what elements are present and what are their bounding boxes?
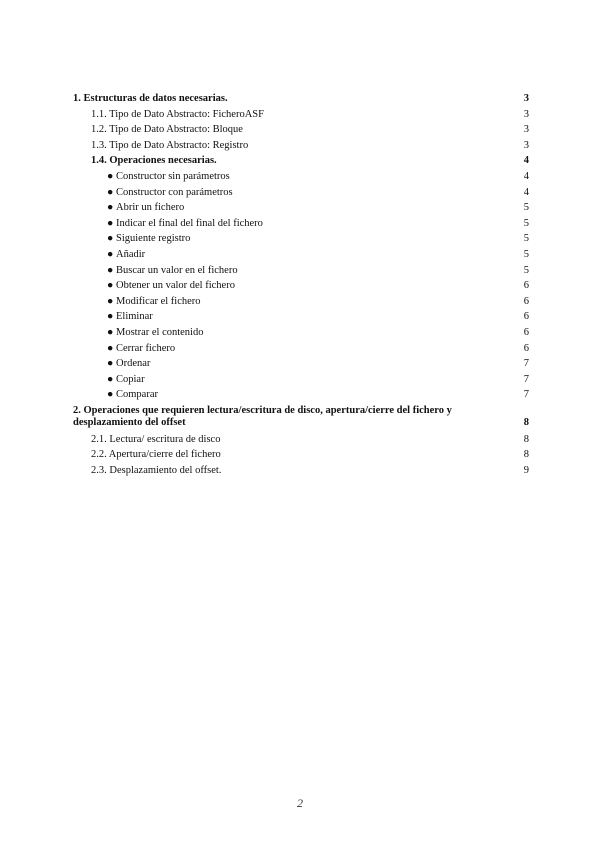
toc-entry-1-3[interactable] bbox=[73, 138, 529, 154]
bullet-icon: ● bbox=[107, 264, 114, 276]
toc-entry-op[interactable] bbox=[73, 387, 529, 403]
toc-entry-text bbox=[107, 294, 511, 310]
toc-entry-text bbox=[107, 309, 511, 325]
toc-entry-label: 1. Estructuras de datos necesarias. bbox=[73, 93, 228, 104]
toc-entry-op[interactable] bbox=[73, 372, 529, 388]
toc-entry-page: 3 bbox=[523, 139, 529, 151]
toc-entry-page: 6 bbox=[523, 295, 529, 307]
toc-entry-page: 3 bbox=[523, 93, 529, 104]
toc-entry-page: 6 bbox=[523, 342, 529, 354]
toc-entry-2-1[interactable] bbox=[73, 432, 529, 448]
toc-entry-page: 8 bbox=[523, 449, 529, 461]
toc-entry-1-2[interactable] bbox=[73, 122, 529, 138]
toc-entry-label: 2.1. Lectura/ escritura de disco bbox=[91, 433, 221, 445]
toc-entry-text bbox=[107, 387, 511, 403]
toc-entry-text bbox=[107, 263, 511, 279]
bullet-icon: ● bbox=[107, 202, 114, 214]
bullet-icon: ● bbox=[107, 248, 114, 260]
toc-entry-section-1[interactable] bbox=[73, 91, 529, 107]
toc-entry-page: 5 bbox=[523, 202, 529, 214]
toc-entry-1-1[interactable] bbox=[73, 107, 529, 123]
toc-entry-text bbox=[107, 356, 511, 372]
bullet-icon: ● bbox=[107, 389, 114, 401]
toc-entry-label: Cerrar fichero bbox=[116, 342, 176, 354]
toc-entry-text bbox=[107, 247, 511, 263]
toc-entry-page: 5 bbox=[523, 264, 529, 276]
toc-entry-page: 6 bbox=[523, 326, 529, 338]
toc-entry-text bbox=[107, 185, 511, 201]
toc-entry-text bbox=[107, 231, 511, 247]
toc-entry-text bbox=[107, 169, 511, 185]
toc-entry-label: Eliminar bbox=[116, 311, 153, 323]
toc-entry-text bbox=[107, 372, 511, 388]
toc-entry-page: 4 bbox=[523, 186, 529, 198]
toc-entry-page: 7 bbox=[523, 373, 529, 385]
toc-entry-page: 8 bbox=[523, 433, 529, 445]
toc-entry-page: 7 bbox=[523, 389, 529, 401]
toc-entry-label: 1.1. Tipo de Dato Abstracto: FicheroASF bbox=[91, 108, 264, 120]
toc-entry-1-4[interactable] bbox=[73, 153, 529, 169]
toc-entry-op[interactable] bbox=[73, 294, 529, 310]
toc-entry-text bbox=[107, 216, 511, 232]
toc-entry-label: Abrir un fichero bbox=[116, 202, 185, 214]
toc-entry-page: 8 bbox=[523, 417, 529, 429]
toc-entry-label: 2.3. Desplazamiento del offset. bbox=[91, 465, 222, 477]
toc-entry-op[interactable] bbox=[73, 231, 529, 247]
toc-entry-page: 6 bbox=[523, 311, 529, 323]
toc-entry-label: Añadir bbox=[116, 248, 146, 260]
toc-entry-page: 7 bbox=[523, 358, 529, 370]
bullet-icon: ● bbox=[107, 326, 114, 338]
bullet-icon: ● bbox=[107, 233, 114, 245]
toc-entry-page: 9 bbox=[523, 465, 529, 477]
toc-entry-label: Modificar el fichero bbox=[116, 295, 201, 307]
toc-entry-2-3[interactable] bbox=[73, 463, 529, 479]
toc-entry-section-2[interactable] bbox=[73, 405, 529, 430]
toc-entry-label: Constructor con parámetros bbox=[116, 186, 233, 198]
toc-entry-page: 4 bbox=[523, 170, 529, 182]
toc-entry-label: Indicar el final del final del fichero bbox=[116, 217, 263, 229]
toc-entry-text bbox=[107, 200, 511, 216]
toc-entry-op[interactable] bbox=[73, 247, 529, 263]
toc-entry-page: 4 bbox=[523, 155, 529, 167]
toc-entry-op[interactable] bbox=[73, 356, 529, 372]
toc-entry-label: 1.2. Tipo de Dato Abstracto: Bloque bbox=[91, 124, 243, 136]
toc-entry-label: Mostrar el contenido bbox=[116, 326, 204, 338]
toc-entry-page: 5 bbox=[523, 248, 529, 260]
bullet-icon: ● bbox=[107, 186, 114, 198]
toc-entry-label: Comparar bbox=[116, 389, 158, 401]
toc-entry-op[interactable] bbox=[73, 200, 529, 216]
toc-entry-label: Constructor sin parámetros bbox=[116, 170, 230, 182]
toc-entry-op[interactable] bbox=[73, 341, 529, 357]
bullet-icon: ● bbox=[107, 342, 114, 354]
toc-entry-text bbox=[107, 341, 511, 357]
bullet-icon: ● bbox=[107, 170, 114, 182]
toc-entry-op[interactable] bbox=[73, 185, 529, 201]
table-of-contents bbox=[73, 91, 529, 479]
toc-entry-2-2[interactable] bbox=[73, 447, 529, 463]
toc-entry-text bbox=[107, 278, 511, 294]
toc-entry-op[interactable] bbox=[73, 325, 529, 341]
bullet-icon: ● bbox=[107, 280, 114, 292]
page-number: 2 bbox=[297, 796, 303, 810]
toc-entry-page: 6 bbox=[523, 280, 529, 292]
toc-entry-op[interactable] bbox=[73, 309, 529, 325]
toc-entry-label: 1.4. Operaciones necesarias. bbox=[91, 155, 217, 167]
bullet-icon: ● bbox=[107, 311, 114, 323]
toc-entry-page: 3 bbox=[523, 108, 529, 120]
toc-entry-op[interactable] bbox=[73, 169, 529, 185]
toc-entry-page: 3 bbox=[523, 124, 529, 136]
toc-entry-op[interactable] bbox=[73, 216, 529, 232]
toc-entry-page: 5 bbox=[523, 217, 529, 229]
toc-entry-page: 5 bbox=[523, 233, 529, 245]
bullet-icon: ● bbox=[107, 373, 114, 385]
toc-entry-label: Buscar un valor en el fichero bbox=[116, 264, 238, 276]
bullet-icon: ● bbox=[107, 358, 114, 370]
toc-entry-label: Siguiente registro bbox=[116, 233, 191, 245]
toc-entry-label: 2. Operaciones que requieren lectura/escritura de disco, apertura/cierre del fichero y desplazamiento del offset bbox=[73, 404, 452, 429]
toc-entry-label: 1.3. Tipo de Dato Abstracto: Registro bbox=[91, 139, 249, 151]
toc-entry-op[interactable] bbox=[73, 278, 529, 294]
toc-entry-label: Ordenar bbox=[116, 358, 151, 370]
toc-entry-label: Obtener un valor del fichero bbox=[116, 280, 235, 292]
bullet-icon: ● bbox=[107, 295, 114, 307]
toc-entry-label: 2.2. Apertura/cierre del fichero bbox=[91, 449, 221, 461]
toc-entry-op[interactable] bbox=[73, 263, 529, 279]
bullet-icon: ● bbox=[107, 217, 114, 229]
toc-entry-text bbox=[107, 325, 511, 341]
toc-entry-label: Copiar bbox=[116, 373, 145, 385]
